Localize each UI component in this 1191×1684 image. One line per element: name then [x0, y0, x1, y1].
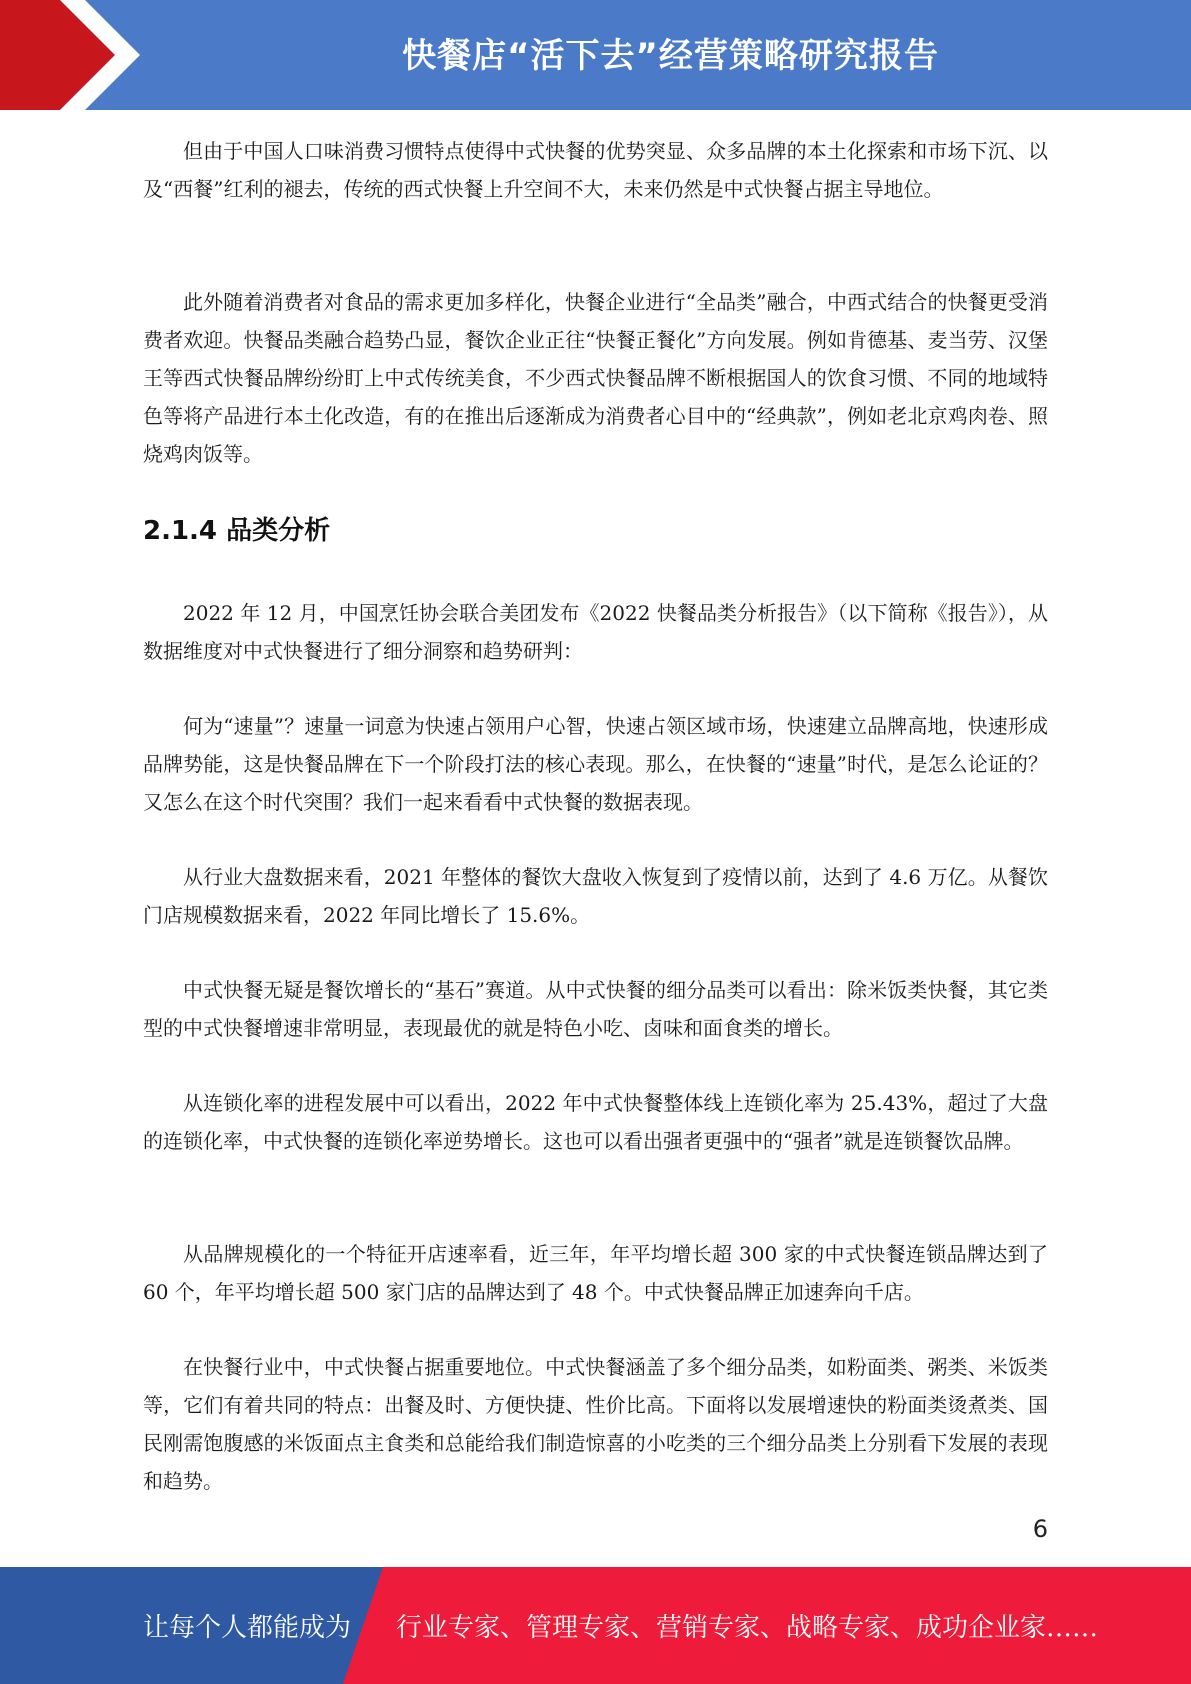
footer-slogan-left: 让每个人都能成为	[143, 1613, 352, 1643]
section-paragraph: 2022 年 12 月，中国烹饪协会联合美团发布《2022 快餐品类分析报告》（以下简称《报告》），从数据维度对中式快餐进行了细分洞察和趋势研判：	[143, 601, 1048, 663]
footer-slogan-right: 行业专家、管理专家、营销专家、战略专家、成功企业家……	[396, 1613, 1099, 1643]
section-heading: 2.1.4 品类分析	[143, 516, 331, 546]
section-paragraph: 在快餐行业中，中式快餐占据重要地位。中式快餐涵盖了多个细分品类，如粉面类、粥类、米饭类等，它们有着共同的特点：出餐及时、方便快捷、性价比高。下面将以发展增速快的粉面类烫煮类、国民刚需饱腹感的米饭面点主食类和总能给我们制造惊喜的小吃类的三个细分品类上分别看下发展的表现和趋势。	[143, 1355, 1048, 1493]
section-paragraph: 中式快餐无疑是餐饮增长的“基石”赛道。从中式快餐的细分品类可以看出：除米饭类快餐，其它类型的中式快餐增速非常明显，表现最优的就是特色小吃、卤味和面食类的增长。	[143, 978, 1048, 1040]
page-footer	[0, 1567, 1191, 1684]
section-paragraph: 从连锁化率的进程发展中可以看出，2022 年中式快餐整体线上连锁化率为 25.43%，超过了大盘的连锁化率，中式快餐的连锁化率逆势增长。这也可以看出强者更强中的“强者”就是连锁餐饮品牌。	[143, 1091, 1048, 1153]
section-paragraph: 从行业大盘数据来看，2021 年整体的餐饮大盘收入恢复到了疫情以前，达到了 4.6 万亿。从餐饮门店规模数据来看，2022 年同比增长了 15.6%。	[143, 865, 1048, 927]
header-chevron-decoration	[0, 0, 150, 110]
section-paragraph: 何为“速量”？速量一词意为快速占领用户心智，快速占领区域市场，快速建立品牌高地，快速形成品牌势能，这是快餐品牌在下一个阶段打法的核心表现。那么，在快餐的“速量”时代，是怎么论证的？又怎么在这个时代突围？我们一起来看看中式快餐的数据表现。	[143, 714, 1048, 814]
page-header	[0, 0, 1191, 110]
body-paragraph: 此外随着消费者对食品的需求更加多样化，快餐企业进行“全品类”融合，中西式结合的快餐更受消费者欢迎。快餐品类融合趋势凸显，餐饮企业正往“快餐正餐化”方向发展。例如肯德基、麦当劳、汉堡王等西式快餐品牌纷纷盯上中式传统美食，不少西式快餐品牌不断根据国人的饮食习惯、不同的地域特色等将产品进行本土化改造，有的在推出后逐渐成为消费者心目中的“经典款”，例如老北京鸡肉卷、照烧鸡肉饭等。	[143, 290, 1048, 466]
page-number: 6	[1032, 1515, 1048, 1543]
body-paragraph: 但由于中国人口味消费习惯特点使得中式快餐的优势突显、众多品牌的本土化探索和市场下沉、以及“西餐”红利的褪去，传统的西式快餐上升空间不大，未来仍然是中式快餐占据主导地位。	[143, 139, 1048, 201]
section-paragraph: 从品牌规模化的一个特征开店速率看，近三年，年平均增长超 300 家的中式快餐连锁品牌达到了 60 个，年平均增长超 500 家门店的品牌达到了 48 个。中式快餐品牌正加速奔向千店。	[143, 1242, 1048, 1304]
report-title: 快餐店“活下去”经营策略研究报告	[402, 36, 939, 76]
